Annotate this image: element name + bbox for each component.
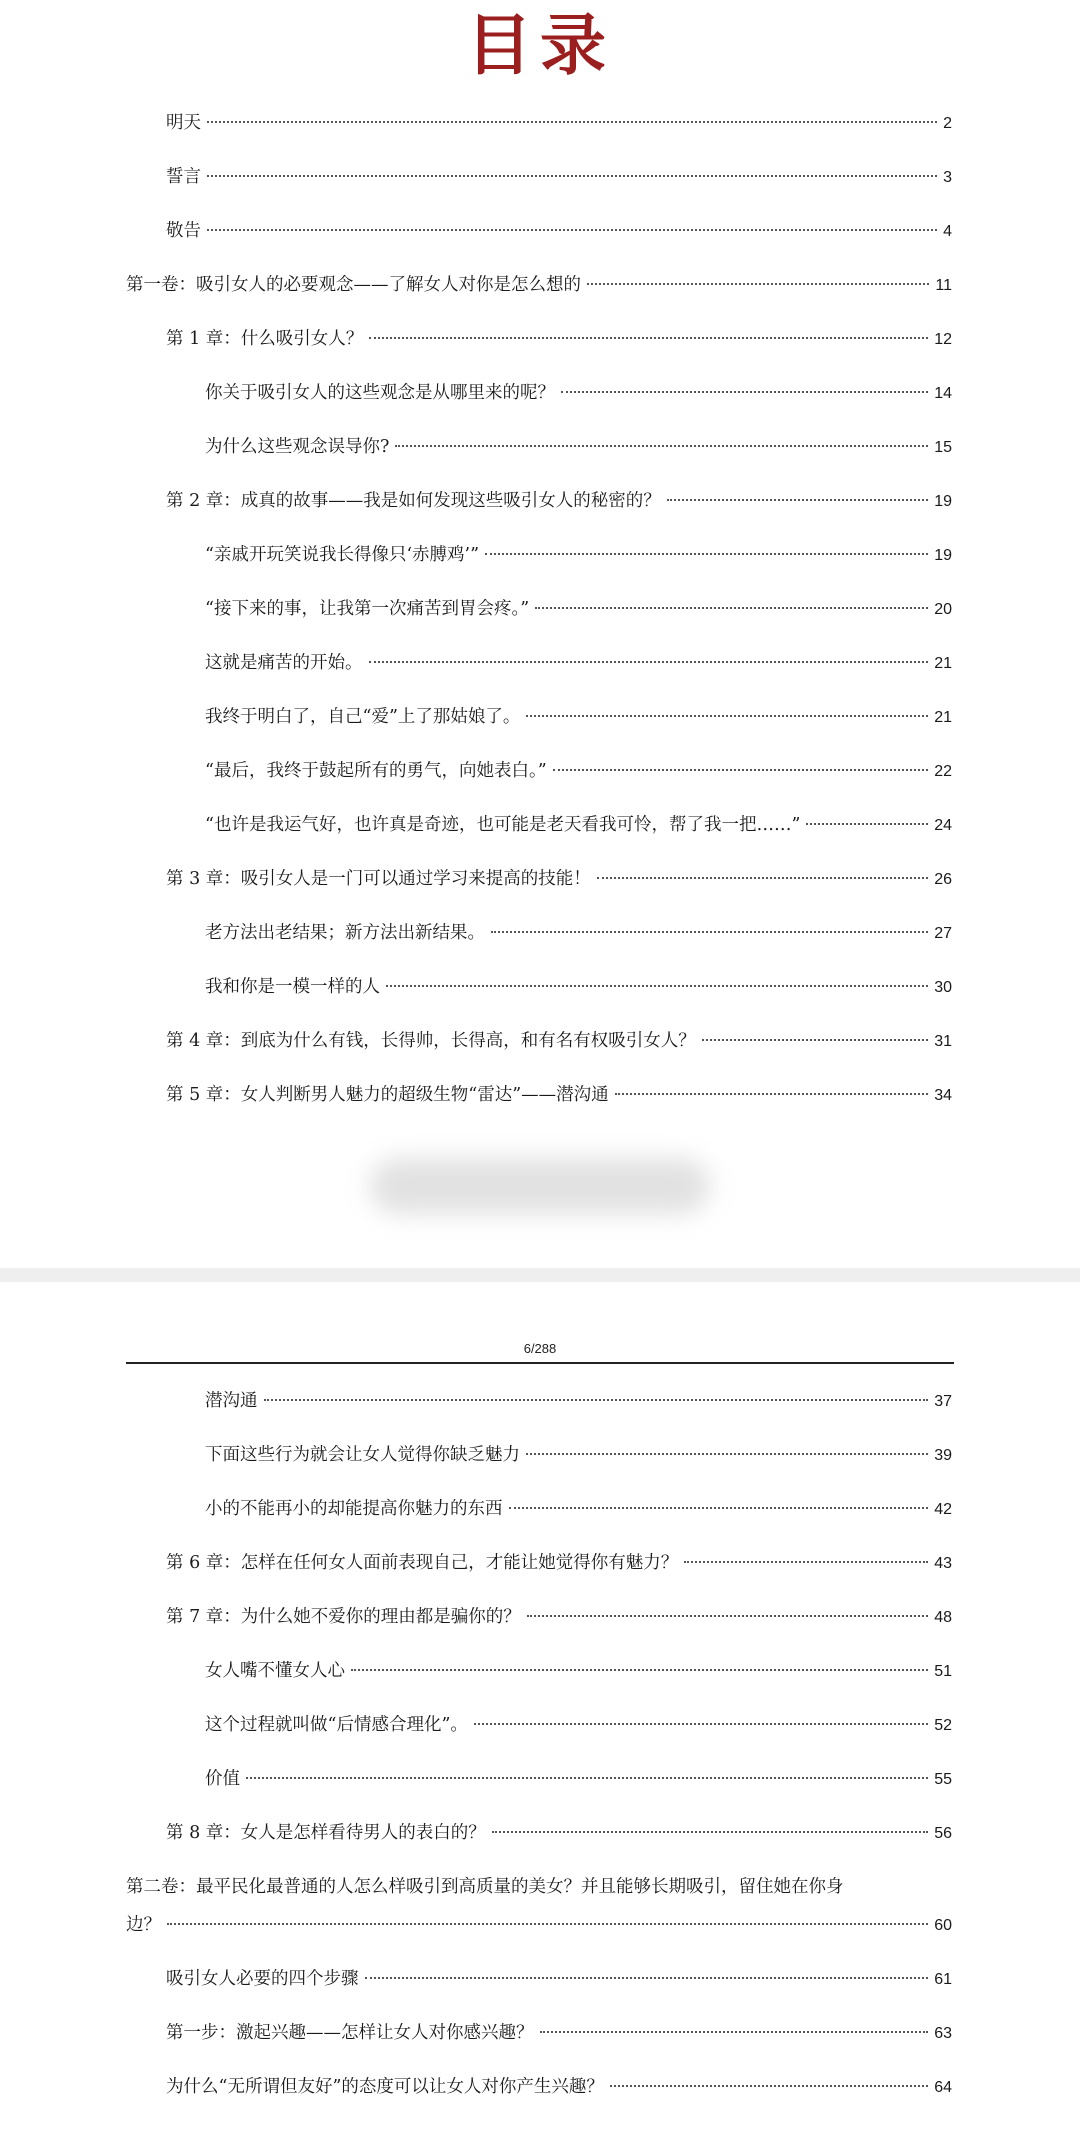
- toc-entry-text: 第一步：激起兴趣——怎样让女人对你感兴趣？: [166, 2023, 534, 2043]
- dot-leader: [684, 1561, 928, 1563]
- toc-entry-page: 52: [934, 1717, 952, 1734]
- toc-entry-text: 这个过程就叫做“后情感合理化”。: [205, 1715, 468, 1735]
- toc-entry-text: “也许是我运气好，也许真是奇迹，也可能是老天看我可怜，帮了我一把……”: [205, 815, 801, 835]
- toc-entry-page: 63: [934, 2025, 952, 2042]
- toc-entry[interactable]: [0, 1590, 1080, 1644]
- toc-entry[interactable]: [0, 1068, 1080, 1122]
- toc-entry[interactable]: [0, 474, 1080, 528]
- toc-entry-text: “接下来的事，让我第一次痛苦到胃会疼。”: [205, 599, 530, 619]
- toc-entry-text: 明天: [166, 113, 201, 133]
- dot-leader: [491, 931, 928, 933]
- toc-entry-text: 第 6 章：怎样在任何女人面前表现自己，才能让她觉得你有魅力？: [166, 1553, 679, 1573]
- toc-entry-text: 这就是痛苦的开始。: [205, 653, 363, 673]
- toc-entry-page: 15: [934, 439, 952, 456]
- toc-entry-page: 30: [934, 979, 952, 996]
- dot-leader: [702, 1039, 928, 1041]
- dot-leader: [667, 499, 928, 501]
- toc-entry-page: 20: [934, 601, 952, 618]
- toc-entry-page: 12: [934, 331, 952, 348]
- toc-entry-page: 61: [934, 1971, 952, 1988]
- toc-entry-page: 55: [934, 1771, 952, 1788]
- toc-entry-page: 14: [934, 385, 952, 402]
- dot-leader: [167, 1923, 928, 1925]
- toc-entry[interactable]: [0, 2006, 1080, 2060]
- dot-leader: [246, 1777, 928, 1779]
- toc-entry-text: 老方法出老结果；新方法出新结果。: [205, 923, 485, 943]
- page-indicator: 6/288: [523, 1341, 557, 1356]
- toc-entry-page: 60: [934, 1917, 952, 1934]
- header-rule: [126, 1362, 954, 1364]
- toc-entry-text: 第 8 章：女人是怎样看待男人的表白的？: [166, 1823, 486, 1843]
- toc-entry-text: 潜沟通: [205, 1391, 258, 1411]
- dot-leader: [806, 823, 928, 825]
- toc-entry-text: 小的不能再小的却能提高你魅力的东西: [205, 1499, 503, 1519]
- dot-leader: [587, 283, 929, 285]
- dot-leader: [535, 607, 928, 609]
- toc-entry[interactable]: [0, 1698, 1080, 1752]
- toc-entry-text: 第 3 章：吸引女人是一门可以通过学习来提高的技能！: [166, 869, 591, 889]
- toc-entry-page: 31: [934, 1033, 952, 1050]
- toc-entry[interactable]: [0, 690, 1080, 744]
- toc-entry-text-cont: 边？: [126, 1915, 161, 1935]
- dot-leader: [207, 175, 937, 177]
- toc-entry-text: 为什么“无所谓但友好”的态度可以让女人对你产生兴趣？: [166, 2077, 604, 2097]
- toc-entry[interactable]: [0, 960, 1080, 1014]
- toc-entry-text: “亲戚开玩笑说我长得像只‘赤膊鸡’”: [205, 545, 480, 565]
- toc-entry[interactable]: [0, 798, 1080, 852]
- dot-leader: [386, 985, 928, 987]
- toc-entry[interactable]: [0, 1644, 1080, 1698]
- dot-leader: [610, 2085, 928, 2087]
- toc-entry[interactable]: [0, 420, 1080, 474]
- toc-entry-page: 39: [934, 1447, 952, 1464]
- toc-entry[interactable]: [0, 1374, 1080, 1428]
- toc-entry[interactable]: [0, 906, 1080, 960]
- toc-entry-page: 27: [934, 925, 952, 942]
- toc-entry-text: 吸引女人必要的四个步骤: [166, 1969, 359, 1989]
- toc-entry[interactable]: [0, 1752, 1080, 1806]
- toc-entry-page: 64: [934, 2079, 952, 2096]
- toc-entry-text: 下面这些行为就会让女人觉得你缺乏魅力: [205, 1445, 520, 1465]
- dot-leader: [369, 661, 929, 663]
- dot-leader: [527, 1615, 928, 1617]
- dot-leader: [369, 337, 928, 339]
- toc-entry-text: 第 4 章：到底为什么有钱，长得帅，长得高，和有名有权吸引女人？: [166, 1031, 696, 1051]
- toc-entry-page: 51: [934, 1663, 952, 1680]
- toc-entry[interactable]: [0, 96, 1080, 150]
- toc-entry-text: “最后，我终于鼓起所有的勇气，向她表白。”: [205, 761, 547, 781]
- dot-leader: [492, 1831, 928, 1833]
- toc-entry-page: 34: [934, 1087, 952, 1104]
- toc-entry-text: 敬告: [166, 221, 201, 241]
- dot-leader: [561, 391, 928, 393]
- toc-entry[interactable]: [0, 1806, 1080, 1860]
- toc-entry-text: 价值: [205, 1769, 240, 1789]
- toc-entry-text: 我终于明白了，自己“爱”上了那姑娘了。: [205, 707, 521, 727]
- toc-entry[interactable]: [0, 366, 1080, 420]
- toc-entry-text: 第 5 章：女人判断男人魅力的超级生物“雷达”——潜沟通: [166, 1085, 609, 1105]
- toc-entry-page: 3: [943, 169, 952, 186]
- toc-entry[interactable]: [0, 1014, 1080, 1068]
- toc-entry[interactable]: [0, 582, 1080, 636]
- toc-entry-page: 4: [943, 223, 952, 240]
- toc-entry-page: 42: [934, 1501, 952, 1518]
- dot-leader: [509, 1507, 929, 1509]
- dot-leader: [485, 553, 928, 555]
- toc-entry-volume-2[interactable]: [0, 1860, 1080, 1952]
- toc-entry-text: 誓言: [166, 167, 201, 187]
- toc-entry-text: 我和你是一模一样的人: [205, 977, 380, 997]
- toc-list-top: [0, 96, 1080, 1122]
- dot-leader: [207, 229, 937, 231]
- toc-entry-text: 第 7 章：为什么她不爱你的理由都是骗你的？: [166, 1607, 521, 1627]
- toc-entry-text: 第 1 章：什么吸引女人？: [166, 329, 364, 349]
- toc-entry[interactable]: [0, 312, 1080, 366]
- dot-leader: [395, 445, 928, 447]
- dot-leader: [553, 769, 929, 771]
- toc-entry-page: 43: [934, 1555, 952, 1572]
- blurred-watermark: [370, 1158, 710, 1214]
- toc-entry-page: 48: [934, 1609, 952, 1626]
- dot-leader: [207, 121, 937, 123]
- toc-entry[interactable]: [0, 1952, 1080, 2006]
- page-title: 目录: [466, 7, 614, 84]
- dot-leader: [526, 1453, 928, 1455]
- toc-entry-page: 22: [934, 763, 952, 780]
- toc-entry[interactable]: [0, 1536, 1080, 1590]
- toc-entry[interactable]: [0, 1482, 1080, 1536]
- toc-list-bottom: [0, 1374, 1080, 2114]
- toc-entry-text: 第二卷：最平民化最普通的人怎么样吸引到高质量的美女？并且能够长期吸引，留住她在你身: [126, 1877, 844, 1897]
- toc-entry-page: 2: [943, 115, 952, 132]
- toc-entry-text: 你关于吸引女人的这些观念是从哪里来的呢？: [205, 383, 555, 403]
- toc-entry[interactable]: [0, 258, 1080, 312]
- toc-entry-page: 21: [934, 709, 952, 726]
- toc-entry[interactable]: [0, 204, 1080, 258]
- toc-entry-text: 为什么这些观念误导你?: [205, 437, 390, 457]
- toc-entry-page: 19: [934, 493, 952, 510]
- toc-entry-text: 第一卷：吸引女人的必要观念——了解女人对你是怎么想的: [126, 275, 581, 295]
- dot-leader: [597, 877, 928, 879]
- dot-leader: [526, 715, 928, 717]
- toc-entry-page: 37: [934, 1393, 952, 1410]
- page-separator: [0, 1268, 1080, 1282]
- toc-entry[interactable]: [0, 2060, 1080, 2114]
- dot-leader: [474, 1723, 928, 1725]
- toc-entry[interactable]: [0, 1428, 1080, 1482]
- toc-entry[interactable]: [0, 744, 1080, 798]
- dot-leader: [264, 1399, 929, 1401]
- toc-entry-page: 56: [934, 1825, 952, 1842]
- dot-leader: [351, 1669, 928, 1671]
- toc-entry[interactable]: [0, 852, 1080, 906]
- toc-entry-page: 24: [934, 817, 952, 834]
- toc-entry-page: 21: [934, 655, 952, 672]
- dot-leader: [365, 1977, 929, 1979]
- toc-entry[interactable]: [0, 528, 1080, 582]
- toc-entry-page: 19: [934, 547, 952, 564]
- dot-leader: [540, 2031, 929, 2033]
- dot-leader: [615, 1093, 929, 1095]
- toc-entry-page: 26: [934, 871, 952, 888]
- toc-entry-text: 女人嘴不懂女人心: [205, 1661, 345, 1681]
- toc-entry-text: 第 2 章：成真的故事——我是如何发现这些吸引女人的秘密的？: [166, 491, 661, 511]
- toc-entry[interactable]: [0, 150, 1080, 204]
- toc-entry[interactable]: [0, 636, 1080, 690]
- toc-entry-page: 11: [935, 277, 952, 294]
